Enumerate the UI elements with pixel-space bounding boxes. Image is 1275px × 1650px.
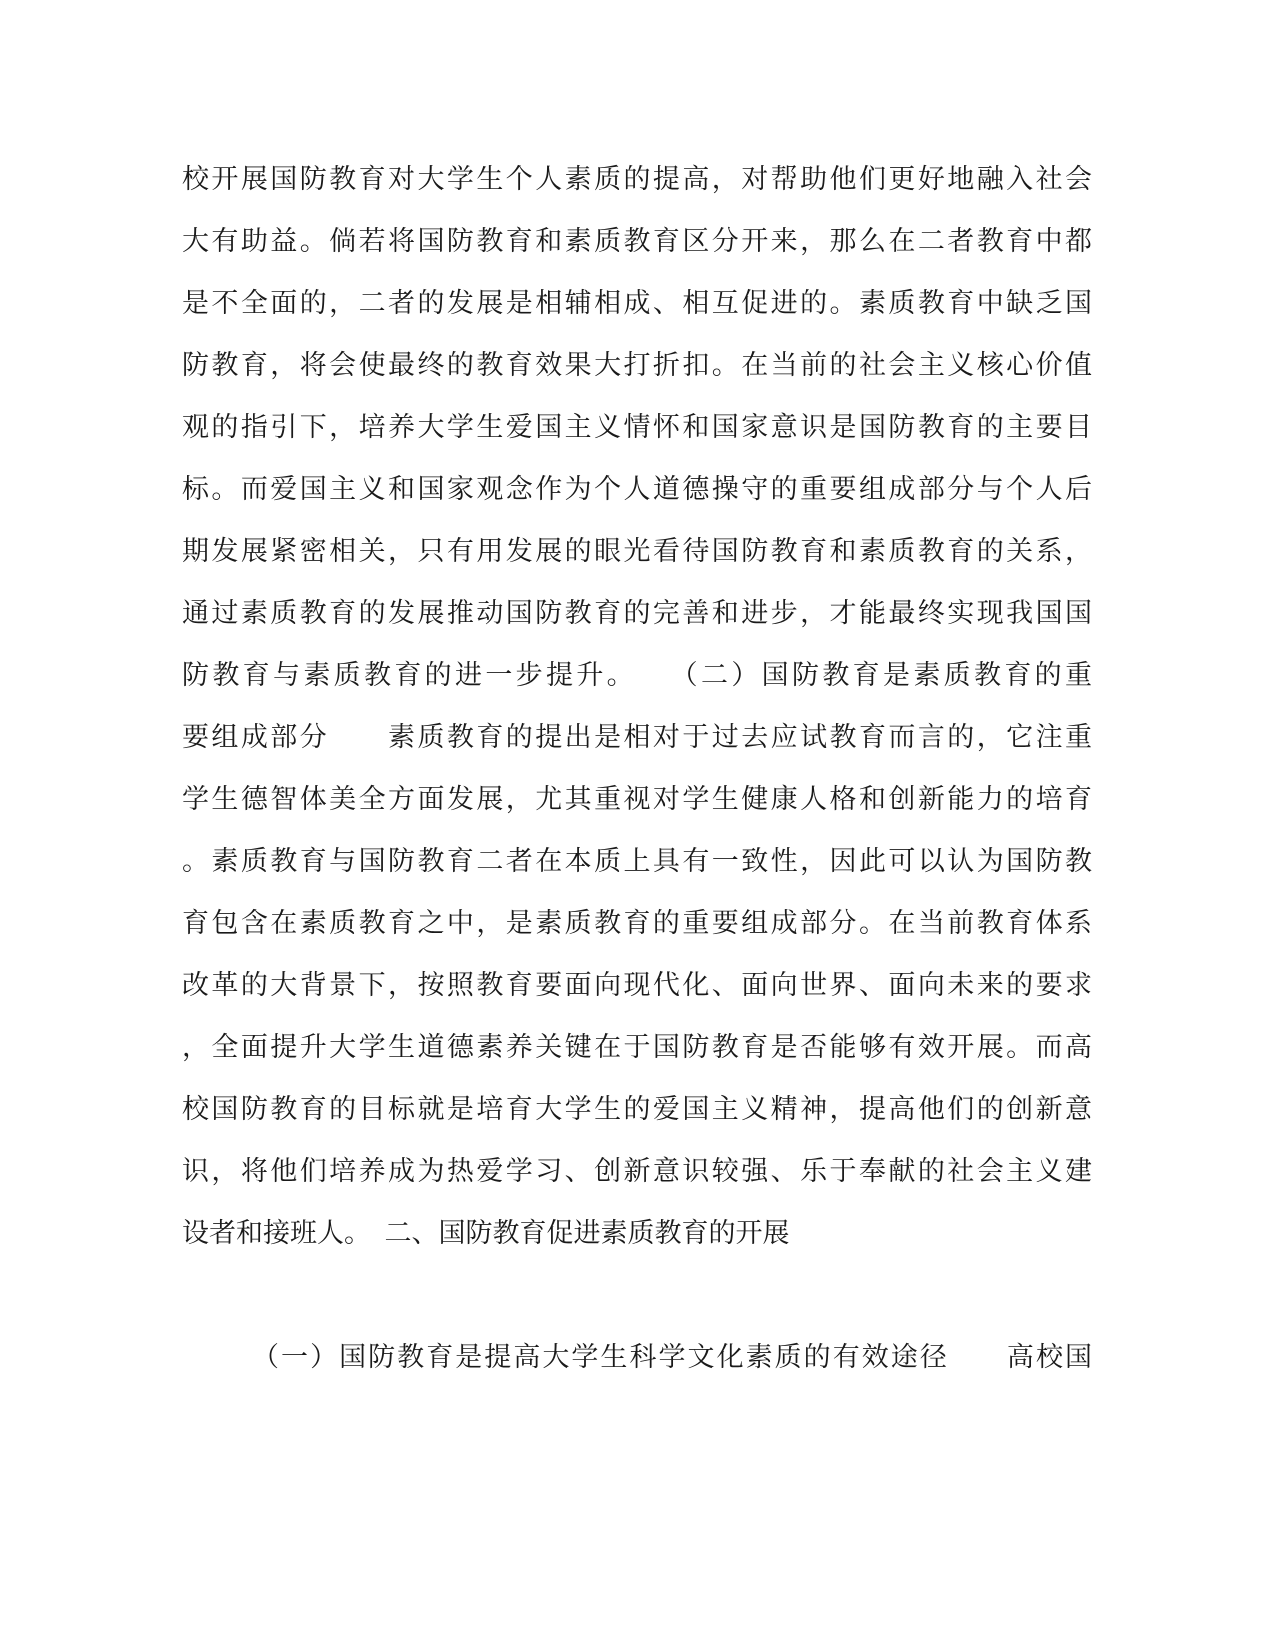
body-text-line: 标。而爱国主义和国家观念作为个人道德操守的重要组成部分与个人后 [182,474,1092,505]
body-text-line: 校国防教育的目标就是培育大学生的爱国主义精神，提高他们的创新意 [182,1094,1092,1125]
body-text-line: 育包含在素质教育之中，是素质教育的重要组成部分。在当前教育体系 [182,908,1092,939]
body-text-line: 识，将他们培养成为热爱学习、创新意识较强、乐于奉献的社会主义建 [182,1156,1092,1187]
body-text-line: 学生德智体美全方面发展，尤其重视对学生健康人格和创新能力的培育 [182,784,1092,815]
body-text-line: 防教育与素质教育的进一步提升。 （二）国防教育是素质教育的重 [182,660,1092,691]
body-text-line: ，全面提升大学生道德素养关键在于国防教育是否能够有效开展。而高 [182,1032,1092,1063]
body-text-line: 观的指引下，培养大学生爱国主义情怀和国家意识是国防教育的主要目 [182,412,1092,443]
body-text-line: 是不全面的，二者的发展是相辅相成、相互促进的。素质教育中缺乏国 [182,288,1092,319]
body-text-line: 期发展紧密相关，只有用发展的眼光看待国防教育和素质教育的关系， [182,536,1092,567]
body-text-line: 校开展国防教育对大学生个人素质的提高，对帮助他们更好地融入社会 [182,164,1092,195]
subsection-heading-line: （一）国防教育是提高大学生科学文化素质的有效途径 高校国 [252,1342,1092,1373]
section-heading-line: 设者和接班人。 二、国防教育促进素质教育的开展 [182,1218,790,1249]
body-text-line: 改革的大背景下，按照教育要面向现代化、面向世界、面向未来的要求 [182,970,1092,1001]
body-text-line: 。素质教育与国防教育二者在本质上具有一致性，因此可以认为国防教 [182,846,1092,877]
body-text-line: 通过素质教育的发展推动国防教育的完善和进步，才能最终实现我国国 [182,598,1092,629]
body-text-line: 要组成部分 素质教育的提出是相对于过去应试教育而言的，它注重 [182,722,1092,753]
body-text-line: 大有助益。倘若将国防教育和素质教育区分开来，那么在二者教育中都 [182,226,1092,257]
body-text-line: 防教育，将会使最终的教育效果大打折扣。在当前的社会主义核心价值 [182,350,1092,381]
